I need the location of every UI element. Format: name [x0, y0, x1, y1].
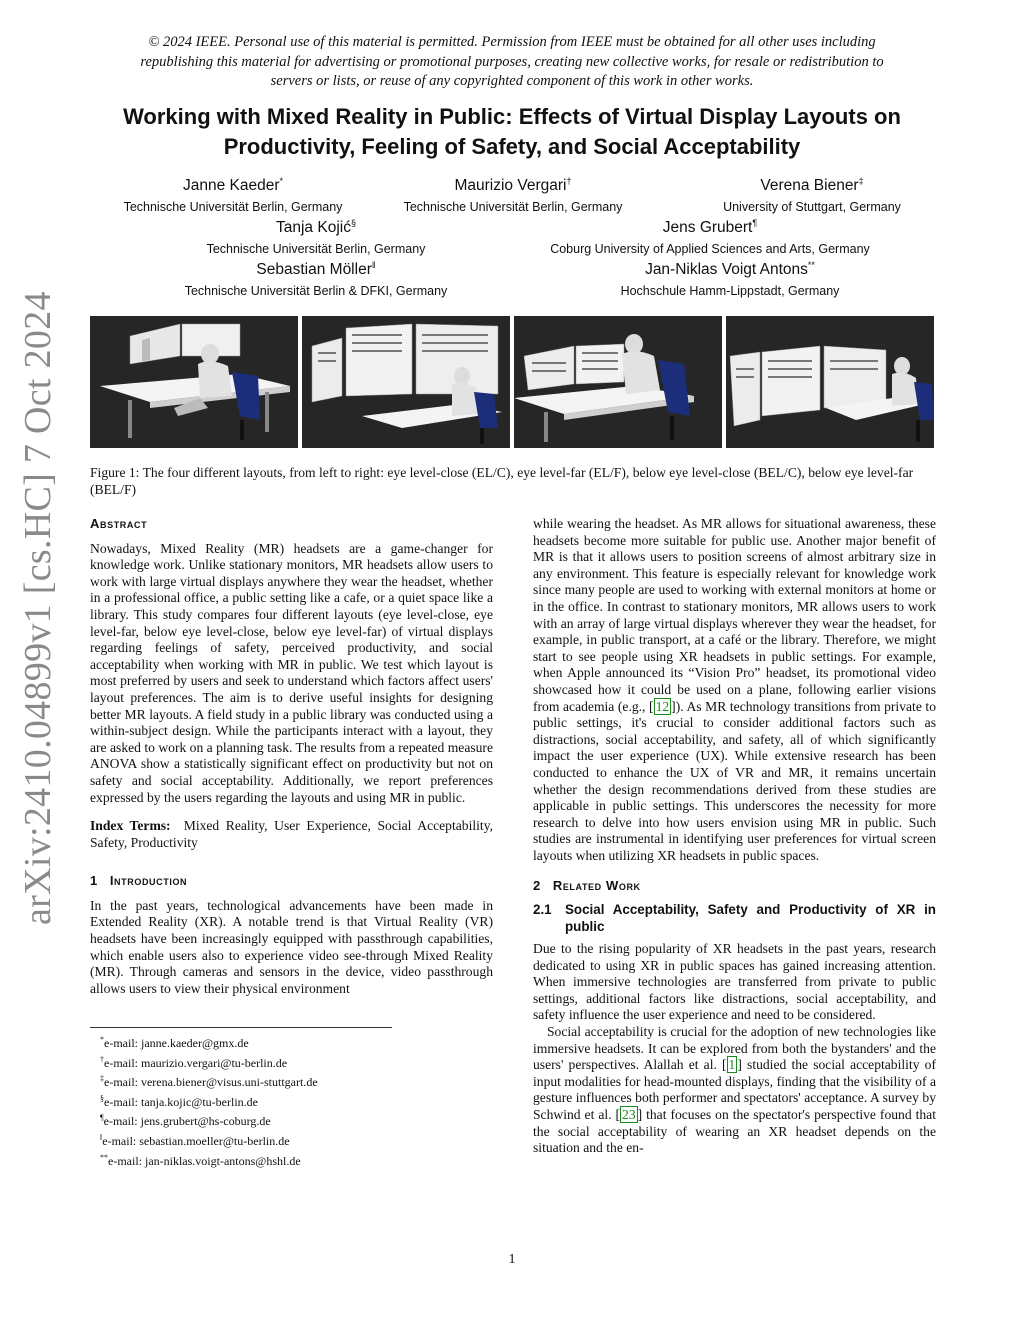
index-terms	[90, 818, 493, 851]
author-name: Janne Kaeder	[182, 177, 280, 194]
related-work-heading	[533, 878, 936, 895]
author-name: Tanja Kojić	[276, 219, 351, 236]
author-name: Sebastian Möller	[256, 261, 372, 278]
section-number: 2	[533, 878, 541, 894]
index-terms-text: Mixed Reality, User Experience, Social Acceptability, Safety, Productivity	[90, 818, 494, 850]
figure-panel-bel-f	[726, 316, 934, 448]
footnote: †e-mail: maurizio.vergari@tu-berlin.de	[100, 1054, 288, 1070]
subsection-number: 2.1	[533, 902, 552, 918]
author-block	[160, 260, 472, 299]
footnote: ¶e-mail: jens.grubert@hs-coburg.de	[100, 1113, 271, 1129]
intro-heading	[90, 873, 493, 890]
figure-caption: Figure 1: The four different layouts, from left to right: eye level-close (EL/C), eye level-far (EL/F), below eye level-close (BEL/C), below eye level-far (BEL/F)	[90, 465, 914, 497]
author-block	[380, 176, 646, 215]
copyright-notice: © 2024 IEEE. Personal use of this material is permitted. Permission from IEEE must be obtained for all other uses including republishing this material for advertising or promotional purposes, creating new collective works, for resale or redistribution to servers or lists, or reuse of any copyrighted component of this work in other works.	[140, 34, 884, 89]
author-affiliation: University of Stuttgart, Germany	[723, 200, 901, 214]
subsection-heading	[533, 902, 936, 935]
figure-panel-el-c	[90, 316, 298, 448]
author-block	[180, 218, 452, 257]
author-block	[560, 260, 900, 299]
author-affiliation: Coburg University of Applied Sciences and Arts, Germany	[550, 242, 870, 256]
footnote: ‡e-mail: verena.biener@visus.uni-stuttgart.de	[100, 1074, 318, 1090]
footnote: §e-mail: tanja.kojic@tu-berlin.de	[100, 1093, 258, 1109]
arxiv-stamp: arXiv:2410.04899v1 [cs.HC] 7 Oct 2024	[17, 291, 59, 925]
abstract-heading: Abstract	[90, 516, 148, 531]
footnote: *e-mail: janne.kaeder@gmx.de	[100, 1035, 249, 1050]
citation-link[interactable]: 12	[655, 698, 670, 714]
author-mark: ¶	[752, 217, 758, 228]
author-affiliation: Technische Universität Berlin, Germany	[403, 200, 623, 214]
author-mark: ‖	[371, 259, 376, 270]
footnotes	[100, 1032, 318, 1169]
footnote: ‖e-mail: sebastian.moeller@tu-berlin.de	[100, 1132, 290, 1148]
author-mark: ‡	[858, 175, 864, 186]
footnote-rule	[90, 1027, 392, 1028]
section-title: Introduction	[109, 873, 188, 889]
left-column	[90, 516, 493, 997]
author-mark: *	[279, 175, 284, 186]
right-column	[533, 516, 936, 1157]
page-number: 1	[508, 1252, 516, 1267]
author-affiliation: Hochschule Hamm-Lippstadt, Germany	[620, 284, 840, 298]
related-paragraph: Due to the rising popularity of XR headsets in the past years, research dedicated to using XR in public spaces has gained increasing attention. When immersive technologies are transferred from private to public settings, additional factors like distractions, social acceptability, and safety influence the user experience and need to be considered.	[533, 941, 936, 1023]
author-affiliation: Technische Universität Berlin, Germany	[123, 200, 343, 214]
figure-panel-bel-c	[514, 316, 722, 448]
index-terms-label: Index Terms:	[90, 818, 171, 834]
citation-link[interactable]: 1	[728, 1057, 736, 1073]
related-paragraph: Social acceptability is crucial for the adoption of new technologies like immersive headsets. It can be explored from both the bystanders' and the users' perspectives. Alallah et al. [ 1 ] studied the social acceptability of input modalities for head-mounted displays, finding that the visibility of a gesture influences both performer and spectators' acceptance. A survey by Schwind et al. [ 23 ] that focuses on the spectator's perspective found that the social acceptability of wearing an XR headset depends on the situation and the en-	[533, 1024, 936, 1156]
author-mark: §	[350, 217, 356, 228]
author-affiliation: Technische Universität Berlin & DFKI, Germany	[184, 284, 448, 298]
paper-title: Working with Mixed Reality in Public: Effects of Virtual Display Layouts on Productivity, Feeling of Safety, and Social Acceptability	[123, 104, 901, 159]
figure-layouts	[90, 316, 934, 448]
author-name: Maurizio Vergari	[454, 177, 567, 194]
intro-continuation: while wearing the headset. As MR allows for situational awareness, these headsets become more suitable for public use. Another major benefit of MR is that it allows users to position screens of almost arbitrary size in any environment. This feature is especially relevant for knowledge work since many people are used to working with external monitors at home or in the office. In contrast to stationary monitors, MR allows users to work with an array of large virtual displays wherever they wear the headset, for example, in public transport, at a café or the library. Therefore, we might start to see people using XR headsets in public settings. For example, when Apple announced its “Vision Pro” headset, its promotional video showcased how it could be used on a plane, following earlier visions from academia (e.g., [ 12 ]). As MR technology transitions from private to public settings, it's crucial to consider additional factors such as distractions, social acceptability, and safety, all of which significantly impact the user experience (UX). While extensive research has been conducted to enhance the UX of VR and MR, it remains uncertain whether the design recommendations derived from these studies are applicable in public settings. This underscores the necessity for more research to delve into how users envision using MR in public. Such studies are instrumental in identifying user preferences for virtual screen layouts when utilizing XR headsets in public spaces.	[533, 516, 937, 863]
author-name: Verena Biener	[760, 177, 859, 194]
intro-text: In the past years, technological advancements have been made in Extended Reality (XR). A notable trend is that Virtual Reality (VR) headsets have been increasingly equipped with passthrough capabilities, which enable users also to experience video see-through Mixed Reality (MR). Through cameras and sensors in the device, video passthrough allows users to view their physical environment	[90, 897, 493, 996]
author-name: Jens Grubert	[662, 219, 753, 236]
citation-link[interactable]: 23	[622, 1107, 636, 1122]
author-block	[100, 176, 366, 215]
author-block	[520, 218, 900, 257]
footnote: **e-mail: jan-niklas.voigt-antons@hshl.de	[100, 1152, 301, 1168]
author-mark: †	[566, 175, 572, 186]
author-mark: **	[807, 259, 815, 270]
abstract-text: Nowadays, Mixed Reality (MR) headsets are a game-changer for knowledge work. Unlike stationary monitors, MR headsets allow users to work with large virtual displays anywhere they wear the headset, whether in a professional office, a public setting like a cafe, or a quiet space like a library. This study compares four different layouts (eye level-close, eye level-far, below eye level-close, below eye level-far) of virtual displays regarding feelings of safety, perceived productivity, and social acceptability when working with MR in public. We test which layout is most preferred by users and seek to understand which factors affect users' layout preferences. The aim is to derive useful insights for designing better MR layouts. A field study in a public library was conducted using a within-subject design. While the participants interact with a layout, they are asked to work on a planning task. The results from a repeated measure ANOVA show a statistically significant effect on productivity but not on safety and social acceptability. Additionally, we report preferences expressed by the users regarding the layouts and using MR in public.	[90, 540, 493, 805]
section-number: 1	[90, 873, 98, 889]
author-block	[680, 176, 944, 215]
figure-panel-el-f	[302, 316, 510, 448]
author-name: Jan-Niklas Voigt Antons	[645, 261, 808, 278]
section-title: Related Work	[552, 878, 641, 894]
subsection-title: Social Acceptability, Safety and Productivity of XR in public	[565, 902, 936, 934]
author-affiliation: Technische Universität Berlin, Germany	[206, 242, 426, 256]
